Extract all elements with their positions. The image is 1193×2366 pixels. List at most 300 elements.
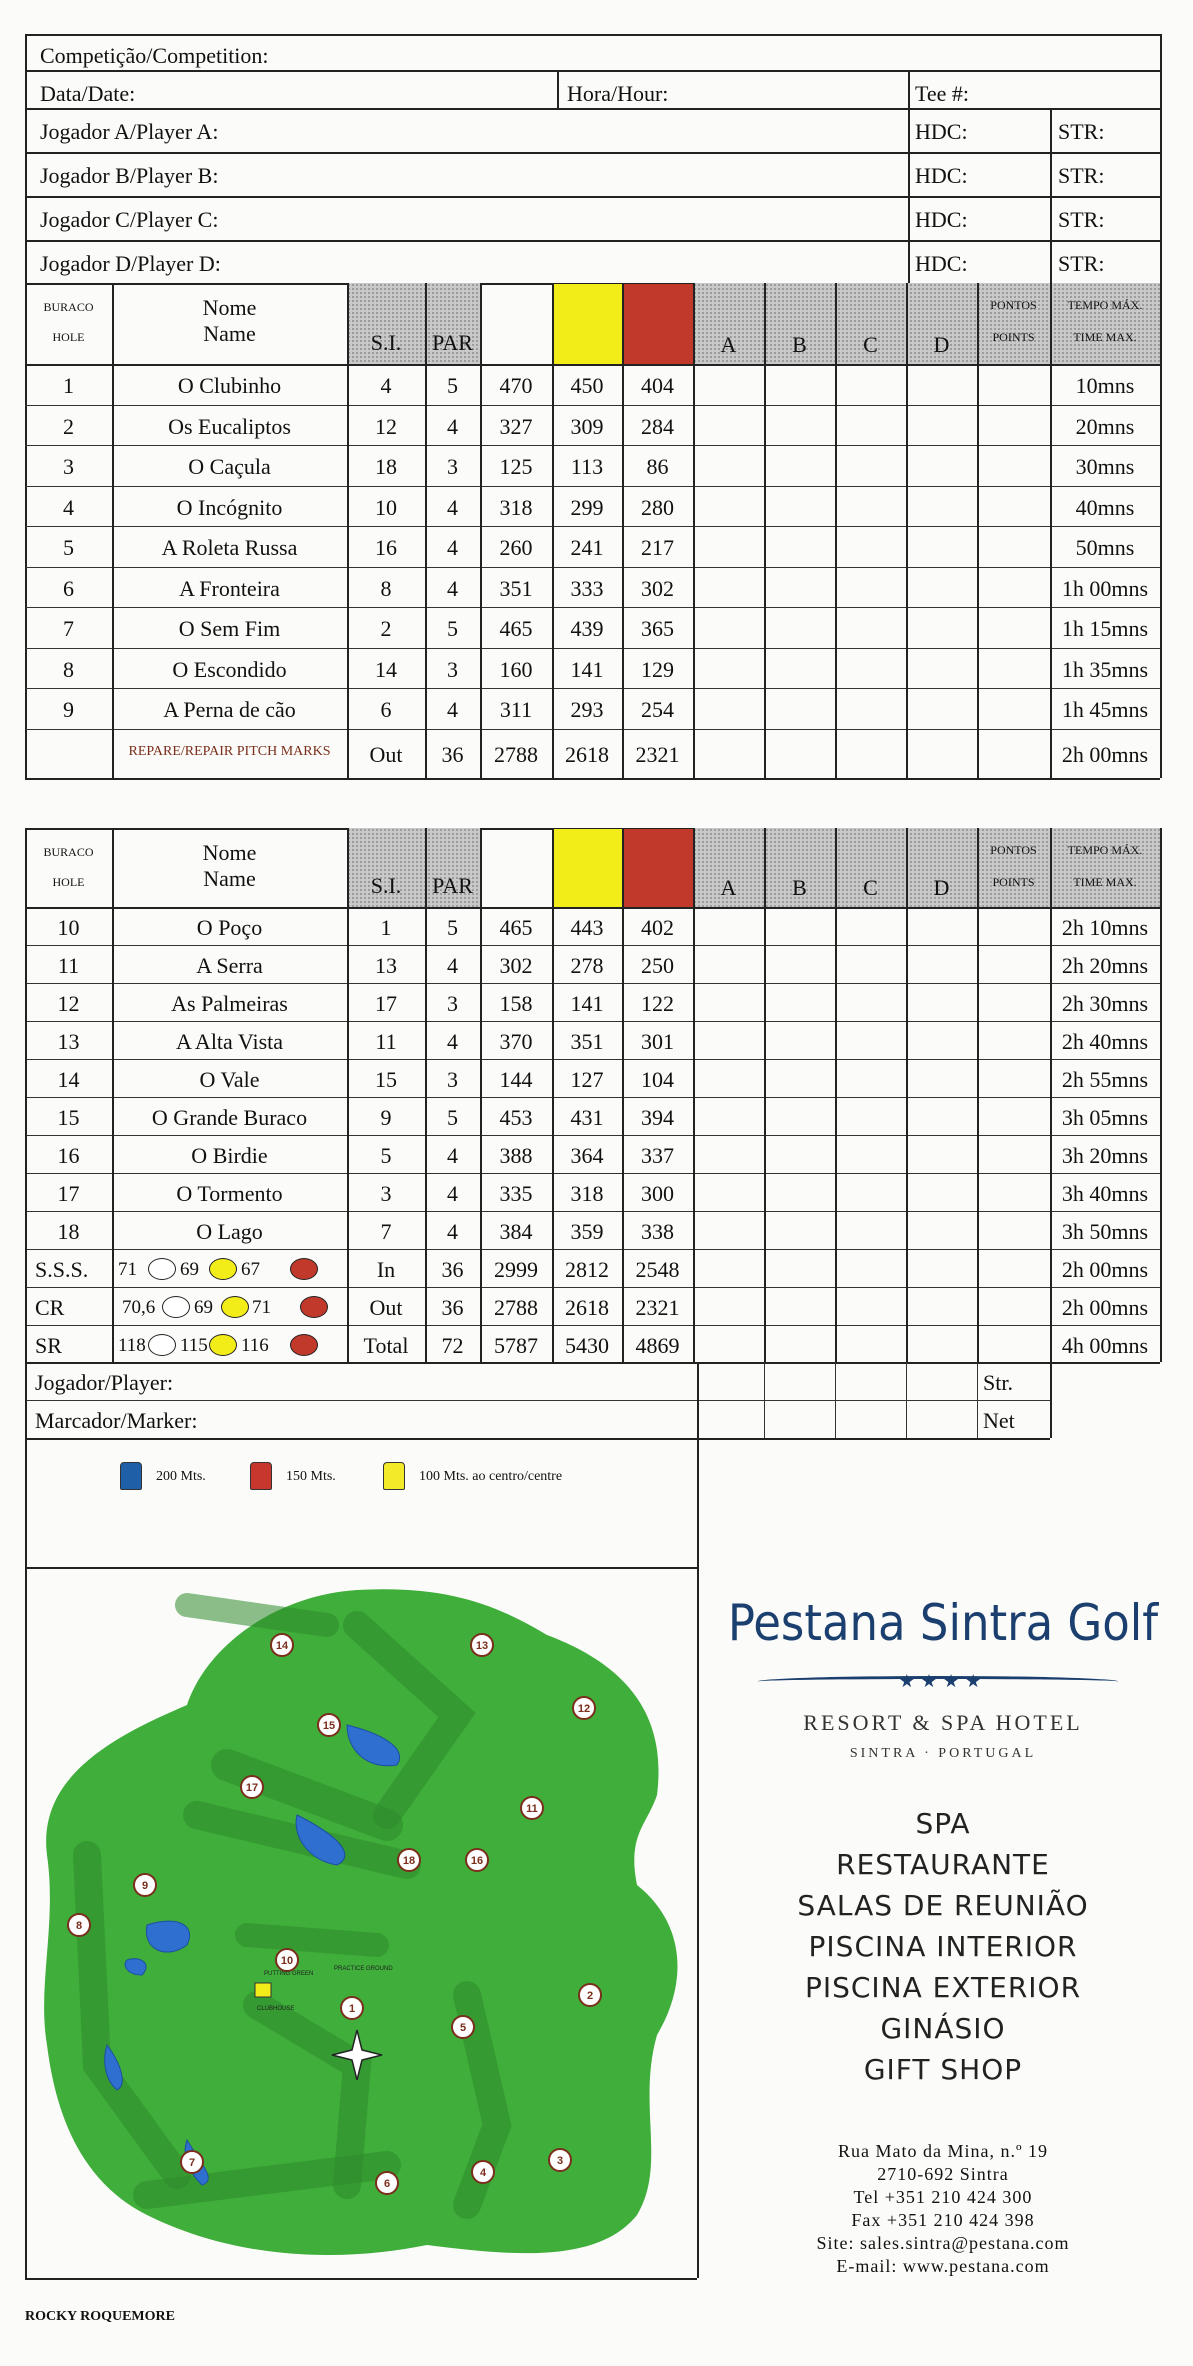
rule-line [25,1135,1160,1136]
back-hole-row-si: 7 [380,1219,392,1244]
hdc-label: HDC: [915,119,968,144]
front-hole-row-yellow-yards: 113 [570,454,604,480]
rule-line [25,1249,1160,1250]
hole-marker-label: 13 [475,1640,489,1652]
rule-line [977,828,979,1362]
rule-line [25,526,1160,527]
front-hole-row-red-yards: 302 [641,575,674,601]
back-hole-row-par: 3 [447,991,458,1016]
rating-label-2: SR [35,1332,62,1358]
front-hole-row-time: 1h 35mns [1061,656,1149,682]
front-total-par: 36 [441,742,464,768]
back-hole-row-par: 5 [447,1105,458,1130]
points-time-header-bg [977,828,1160,907]
front-total-time: 2h 00mns [1061,742,1149,768]
red-tee-marker [290,1258,318,1280]
front-hole-row-white-yards: 327 [499,413,533,439]
front-hole-row-name: A Roleta Russa [161,535,298,561]
front-hole-row-name: A Fronteira [179,575,280,601]
rule-line [764,1362,765,1438]
total-white-0: 2999 [494,1257,538,1282]
front-hole-row-white-yards: 160 [499,656,533,682]
red-rating-value: 71 [252,1297,271,1318]
player-label: Jogador A/Player A: [40,119,219,144]
time-header-en: TIME MAX. [1073,330,1137,344]
front-hole-row-hole: 1 [63,373,74,399]
back-hole-row-red-yards: 337 [641,1143,674,1168]
time-header-pt: TEMPO MÁX. [1067,298,1143,312]
back-hole-row-white-yards: 302 [499,953,533,978]
back-hole-row-time: 2h 10mns [1061,915,1149,940]
rule-line [480,283,482,778]
rule-line [622,283,624,778]
front-hole-row-red-yards: 254 [641,697,674,723]
red-rating-value: 116 [241,1334,269,1356]
total-label-2: Total [363,1332,409,1358]
rule-line [693,283,695,778]
hole-marker-label: 10 [280,1955,294,1967]
back-hole-row-par: 5 [447,915,458,940]
hole-marker-label: 15 [322,1720,336,1732]
yellow-tee-header [553,284,622,364]
back-hole-row-par: 4 [447,1143,458,1168]
brand-logo-name: Pestana Sintra Golf [727,1594,1159,1652]
str-label-bottom: Str. [983,1370,1013,1395]
front-hole-row-red-yards: 217 [641,535,674,561]
map-label-1: PUTTING GREEN [264,1971,314,1977]
front-hole-row-par: 5 [447,616,458,642]
white-tee-marker [148,1334,176,1356]
hole-marker-label: 5 [459,2022,467,2034]
front-hole-row-name: O Incógnito [176,494,283,520]
hole-marker-label: 11 [526,1803,538,1815]
front-hole-row-name: Os Eucaliptos [168,413,291,439]
front-hole-row-yellow-yards: 439 [570,616,604,642]
yellow-rating-value: 69 [194,1297,213,1318]
rule-line [25,240,1160,242]
rule-line [25,70,1160,72]
back-hole-row-par: 4 [447,1029,458,1054]
back-hole-row-yellow-yards: 351 [570,1029,604,1054]
front-hole-row-white-yards: 470 [499,373,533,399]
col-b-header: B [792,875,807,900]
total-par-1: 36 [441,1295,464,1320]
address-line: Fax +351 210 424 398 [851,2210,1035,2230]
back-hole-row-hole: 10 [57,915,80,940]
service-item: PISCINA EXTERIOR [804,1971,1082,2004]
back-hole-row-name: O Lago [196,1219,263,1244]
legend-label-2: 100 Mts. ao centro/centre [419,1469,563,1484]
front-hole-row-si: 16 [375,535,397,561]
rule-line [25,1211,1160,1212]
address-line: 2710-692 Sintra [877,2164,1009,2184]
rule-line [1050,828,1052,1362]
yellow-100m-marker-icon [383,1462,405,1490]
back-hole-row-name: A Alta Vista [175,1029,284,1054]
str-label: STR: [1058,163,1105,188]
back-hole-row-time: 2h 20mns [1061,953,1149,978]
back-hole-row-hole: 12 [57,991,80,1016]
back-hole-row-si: 13 [375,953,397,978]
brand-location: SINTRA · PORTUGAL [849,1746,1037,1761]
hole-marker-label: 7 [188,2157,196,2169]
player-label: Jogador D/Player D: [40,251,221,276]
brand-stars: ★★★★ [898,1671,988,1691]
par-header: PAR [432,873,473,898]
front-hole-row-par: 4 [447,494,458,520]
rule-line [25,34,1160,36]
yellow-tee-header [553,829,622,907]
back-hole-row-white-yards: 370 [499,1029,533,1054]
hole-marker-label: 17 [245,1782,259,1794]
rule-line [347,828,349,1362]
rule-line [835,283,837,778]
red-tee-header [623,284,693,364]
marker-signature-label: Marcador/Marker: [35,1408,198,1433]
service-item: SPA [915,1807,971,1840]
back-hole-row-red-yards: 104 [641,1067,674,1092]
back-hole-row-par: 4 [447,1219,458,1244]
str-label: STR: [1058,251,1105,276]
rule-line [25,445,1160,446]
back-hole-row-red-yards: 301 [641,1029,674,1054]
brand-subtitle: RESORT & SPA HOTEL [803,1710,1083,1735]
total-white-2: 5787 [494,1332,538,1358]
net-label: Net [983,1408,1015,1433]
back-hole-row-hole: 15 [57,1105,80,1130]
front-hole-row-name: O Caçula [188,454,271,480]
front-hole-row-white-yards: 125 [499,454,533,480]
rule-line [1050,108,1052,283]
points-time-header-bg [977,283,1160,364]
back-hole-row-time: 2h 30mns [1061,991,1149,1016]
back-hole-row-name: O Tormento [176,1181,283,1206]
par-header: PAR [432,330,473,355]
name-header-pt: Nome [202,295,257,320]
total-label-1: Out [369,1295,403,1320]
hole-marker-label: 14 [275,1640,289,1652]
rating-label-0: S.S.S. [35,1257,89,1282]
back-hole-row-white-yards: 453 [499,1105,533,1130]
front-out-label: Out [369,742,403,768]
front-hole-row-time: 1h 45mns [1061,697,1149,723]
tee-label: Tee #: [915,81,970,106]
front-hole-row-par: 4 [447,535,458,561]
rule-line [906,828,908,1362]
rule-line [25,196,1160,198]
total-yellow-0: 2812 [565,1257,609,1282]
front-hole-row-white-yards: 311 [499,697,533,723]
rule-line [25,1021,1160,1022]
hole-marker-label: 1 [348,2003,356,2015]
front-hole-row-time: 20mns [1075,413,1135,439]
rule-line [425,828,427,1362]
hole-marker-label: 16 [470,1855,484,1867]
rule-line [25,1173,1160,1174]
back-hole-row-name: O Poço [196,915,263,940]
total-red-0: 2548 [635,1257,680,1282]
front-hole-row-name: O Clubinho [177,373,282,399]
back-hole-row-si: 17 [375,991,397,1016]
white-tee-marker [162,1296,190,1318]
service-item: RESTAURANTE [836,1848,1050,1881]
front-hole-row-time: 1h 15mns [1061,616,1149,642]
back-hole-row-yellow-yards: 127 [570,1067,604,1092]
total-time-1: 2h 00mns [1061,1295,1149,1320]
total-white-1: 2788 [494,1295,538,1320]
front-hole-row-yellow-yards: 241 [570,535,604,561]
front-hole-row-red-yards: 365 [641,616,674,642]
rule-line [25,1362,1160,1364]
front-hole-row-hole: 2 [63,413,74,439]
front-hole-row-time: 50mns [1075,535,1135,561]
red-tee-header [623,829,693,907]
hour-label: Hora/Hour: [567,81,669,106]
hole-marker-label: 3 [556,2155,564,2167]
front-hole-row-par: 3 [447,656,458,682]
player-signature-label: Jogador/Player: [35,1370,174,1395]
rule-line [25,907,1160,909]
back-hole-row-time: 3h 50mns [1061,1219,1149,1244]
front-hole-row-par: 4 [447,413,458,439]
rule-line [693,828,695,1362]
hole-header-pt: BURACO [43,845,94,859]
front-hole-row-si: 18 [375,454,397,480]
back-hole-row-name: O Vale [199,1067,260,1092]
map-label-2: CLUBHOUSE [257,2006,295,2012]
course-map [27,1565,697,2285]
back-hole-row-white-yards: 388 [499,1143,533,1168]
total-par-2: 72 [441,1332,464,1358]
front-hole-row-white-yards: 465 [499,616,533,642]
rule-line [25,1325,1160,1326]
back-hole-row-white-yards: 384 [499,1219,533,1244]
yellow-rating-value: 115 [180,1334,208,1356]
rule-line [25,983,1160,984]
front-hole-row-white-yards: 260 [499,535,533,561]
footer-credit: ROCKY ROQUEMORE [25,2309,175,2324]
rule-line [622,828,624,1362]
competition-label: Competição/Competition: [40,43,269,68]
str-label: STR: [1058,207,1105,232]
rule-line [552,828,554,1362]
back-hole-row-si: 1 [380,915,392,940]
front-hole-row-time: 1h 00mns [1061,575,1149,601]
front-hole-row-red-yards: 284 [641,413,674,439]
time-header-en: TIME MAX. [1073,875,1137,889]
rule-line [1160,828,1162,1362]
points-header-pt: PONTOS [990,298,1037,312]
hole-marker-label: 9 [141,1880,149,1892]
back-hole-row-si: 5 [380,1143,392,1168]
front-hole-row-hole: 8 [63,656,74,682]
rule-line [25,945,1160,946]
hole-header-en: HOLE [52,875,85,889]
back-hole-row-par: 4 [447,953,458,978]
address-line: Tel +351 210 424 300 [853,2187,1033,2207]
map-label-0: PRACTICE GROUND [334,1966,393,1972]
rating-label-1: CR [35,1295,65,1320]
total-time-2: 4h 00mns [1061,1332,1149,1358]
si-header: S.I. [370,873,402,898]
total-label-0: In [376,1257,396,1282]
rule-line [906,1362,907,1438]
front-hole-row-red-yards: 280 [641,494,674,520]
points-header-en: POINTS [992,330,1035,344]
hole-header-pt: BURACO [43,300,94,314]
rule-line [25,34,27,778]
date-label: Data/Date: [40,81,136,106]
front-hole-row-yellow-yards: 299 [570,494,604,520]
back-hole-row-par: 3 [447,1067,458,1092]
back-hole-row-white-yards: 465 [499,915,533,940]
fairway-8 [247,1935,377,1945]
rule-line [25,1567,697,1569]
name-header-en: Name [203,321,256,346]
rule-line [347,283,349,778]
red-tee-marker [300,1296,328,1318]
back-hole-row-name: A Serra [196,953,263,978]
front-hole-row-si: 10 [375,494,397,520]
rule-line [25,152,1160,154]
total-red-1: 2321 [635,1295,680,1320]
red-tee-marker [290,1334,318,1356]
front-hole-row-red-yards: 404 [641,373,674,399]
front-hole-row-hole: 9 [63,697,74,723]
total-yellow-2: 5430 [565,1332,609,1358]
back-hole-row-red-yards: 122 [641,991,674,1016]
front-total-yellow: 2618 [565,742,609,768]
yellow-tee-marker [209,1258,237,1280]
back-hole-row-yellow-yards: 443 [570,915,604,940]
total-red-2: 4869 [635,1332,680,1358]
front-hole-row-yellow-yards: 141 [570,656,604,682]
back-hole-row-hole: 18 [57,1219,80,1244]
hole-marker-label: 8 [75,1920,83,1932]
rule-line [25,1438,1050,1440]
hole-marker-label: 2 [586,1990,594,2002]
front-hole-row-white-yards: 351 [499,575,533,601]
back-hole-row-red-yards: 338 [641,1219,674,1244]
total-yellow-1: 2618 [565,1295,609,1320]
back-hole-row-par: 4 [447,1181,458,1206]
rule-line [1160,34,1162,778]
back-hole-row-time: 3h 20mns [1061,1143,1149,1168]
water-hazard-2 [146,1921,189,1952]
rule-line [112,283,114,778]
red-150m-marker-icon [250,1462,272,1490]
rule-line [25,1097,1160,1098]
front-hole-row-si: 8 [380,575,392,601]
white-rating-value: 70,6 [122,1297,156,1318]
rule-line [764,283,766,778]
back-hole-row-name: As Palmeiras [171,991,288,1016]
rule-line [1050,283,1052,778]
service-item: GIFT SHOP [863,2053,1023,2086]
back-hole-row-red-yards: 300 [641,1181,674,1206]
rule-line [977,283,979,778]
repair-pitch-marks-note: REPARE/REPAIR PITCH MARKS [128,743,331,759]
rule-line [906,283,908,778]
front-hole-row-yellow-yards: 450 [570,373,604,399]
front-hole-row-hole: 5 [63,535,74,561]
rule-line [697,1567,699,2278]
back-hole-row-name: O Grande Buraco [151,1105,308,1130]
col-d-header: D [933,875,950,900]
hdc-label: HDC: [915,251,968,276]
back-hole-row-white-yards: 335 [499,1181,533,1206]
col-a-header: A [720,332,737,357]
front-hole-row-hole: 7 [63,616,74,642]
front-total-white: 2788 [494,742,538,768]
front-hole-row-par: 4 [447,575,458,601]
total-time-0: 2h 00mns [1061,1257,1149,1282]
back-hole-row-red-yards: 250 [641,953,674,978]
rule-line [557,70,559,108]
back-hole-row-si: 11 [375,1029,397,1054]
white-rating-value: 118 [118,1334,146,1356]
col-d-header: D [933,332,950,357]
back-hole-row-si: 3 [380,1181,392,1206]
rule-line [112,828,114,1362]
back-hole-row-si: 15 [375,1067,397,1092]
rule-line [25,405,1160,406]
rule-line [552,283,554,778]
back-hole-row-white-yards: 144 [499,1067,533,1092]
red-rating-value: 67 [241,1259,260,1280]
front-hole-row-par: 4 [447,697,458,723]
front-hole-row-time: 30mns [1075,454,1135,480]
back-hole-row-white-yards: 158 [499,991,533,1016]
legend-label-0: 200 Mts. [156,1469,206,1484]
front-hole-row-par: 5 [447,373,458,399]
back-hole-row-time: 2h 55mns [1061,1067,1149,1092]
player-label: Jogador C/Player C: [40,207,219,232]
back-hole-row-hole: 14 [57,1067,80,1092]
points-header-en: POINTS [992,875,1035,889]
rule-line [425,283,427,778]
col-c-header: C [863,875,878,900]
rule-line [977,1362,978,1438]
front-hole-row-red-yards: 86 [646,454,669,480]
back-hole-row-hole: 11 [57,953,80,978]
address-line: Rua Mato da Mina, n.º 19 [837,2141,1049,2161]
back-hole-row-red-yards: 402 [641,915,674,940]
service-item: PISCINA INTERIOR [808,1930,1078,1963]
rule-line [25,108,1160,110]
address-line: E-mail: www.pestana.com [836,2256,1050,2276]
hole-marker-label: 4 [479,2167,487,2179]
front-hole-row-time: 10mns [1075,373,1135,399]
back-hole-row-si: 9 [380,1105,392,1130]
yellow-tee-marker [209,1334,237,1356]
col-a-header: A [720,875,737,900]
back-hole-row-time: 3h 40mns [1061,1181,1149,1206]
front-hole-row-name: O Sem Fim [178,616,281,642]
rule-line [1050,1362,1052,1438]
player-label: Jogador B/Player B: [40,163,219,188]
rule-line [480,828,482,1362]
front-hole-row-par: 3 [447,454,458,480]
front-hole-row-time: 40mns [1075,494,1135,520]
rule-line [835,1362,836,1438]
back-hole-row-hole: 17 [57,1181,80,1206]
front-hole-row-hole: 3 [63,454,74,480]
rule-line [25,607,1160,608]
rule-line [25,486,1160,487]
back-hole-row-yellow-yards: 278 [570,953,604,978]
rule-line [25,364,1160,366]
